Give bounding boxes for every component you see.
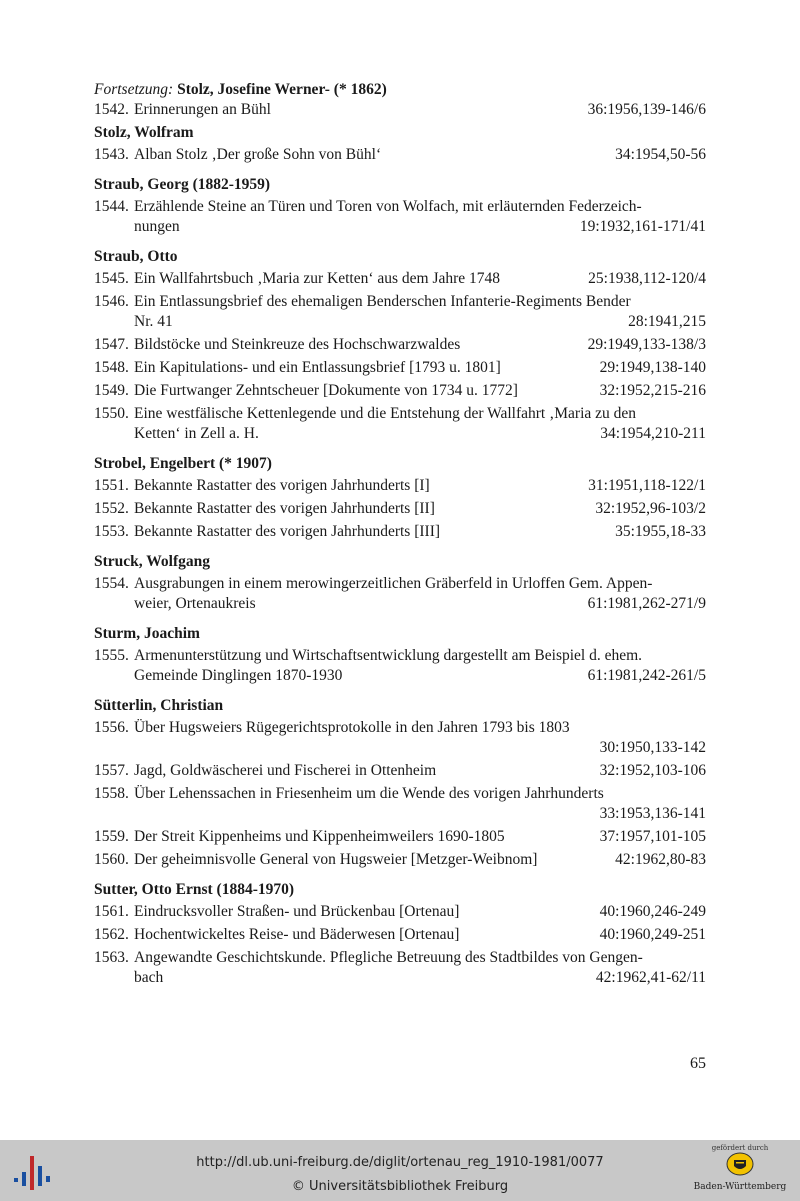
entry xyxy=(94,197,706,237)
entry-reference: 30:1950,133-142 xyxy=(599,739,706,756)
entry-number: 1554. xyxy=(94,575,129,592)
author-section xyxy=(94,454,706,542)
entry xyxy=(94,850,706,870)
entry xyxy=(94,100,706,120)
entry-line xyxy=(94,827,706,847)
entry-reference: 61:1981,262-271/9 xyxy=(587,595,706,612)
entry-title: Über Lehenssachen in Friesenheim um die Wende des vorigen Jahrhunderts xyxy=(134,785,604,802)
register-content xyxy=(94,80,706,991)
entry-number: 1558. xyxy=(94,785,129,802)
entry xyxy=(94,358,706,378)
entry-reference: 61:1981,242-261/5 xyxy=(587,667,706,684)
entry-title: Bekannte Rastatter des vorigen Jahrhunderts [I] xyxy=(134,477,430,494)
continuation-heading xyxy=(94,80,706,100)
entry xyxy=(94,784,706,824)
entry-title: Ein Wallfahrtsbuch ‚Maria zur Ketten‘ aus dem Jahre 1748 xyxy=(134,270,501,287)
entry-continuation-line xyxy=(94,594,706,614)
entry-title-continued xyxy=(134,804,600,824)
entry-line xyxy=(94,404,706,424)
entry-title: Alban Stolz ‚Der große Sohn von Bühl‘ xyxy=(134,146,382,163)
entry-number: 1556. xyxy=(94,719,129,736)
entry-line xyxy=(94,197,706,217)
entry-reference: 31:1951,118-122/1 xyxy=(588,477,706,494)
entry-title: Erinnerungen an Bühl xyxy=(134,101,271,118)
author-section xyxy=(94,624,706,686)
entry-title: Bekannte Rastatter des vorigen Jahrhunderts [II] xyxy=(134,500,435,517)
entry-title: Bildstöcke und Steinkreuze des Hochschwarzwaldes xyxy=(134,336,461,353)
entry-continuation-line xyxy=(94,424,706,444)
author-heading: Sutter, Otto Ernst (1884-1970) xyxy=(94,881,295,898)
entry xyxy=(94,145,706,165)
entry-reference: 42:1962,41-62/11 xyxy=(595,969,706,986)
entry xyxy=(94,269,706,289)
entry-line xyxy=(94,145,706,165)
entry-reference: 32:1952,96-103/2 xyxy=(595,500,706,517)
entry-number: 1549. xyxy=(94,382,129,399)
author-heading: Strobel, Engelbert (* 1907) xyxy=(94,455,272,472)
author-heading: Straub, Otto xyxy=(94,248,178,265)
entry-title-continued: weier, Ortenaukreis xyxy=(134,595,256,612)
entry-number: 1559. xyxy=(94,828,129,845)
entry xyxy=(94,476,706,496)
entry-line xyxy=(94,381,706,401)
entry xyxy=(94,925,706,945)
entry-number: 1563. xyxy=(94,949,129,966)
entry-title: Ausgrabungen in einem merowingerzeitlichen Gräberfeld in Urloffen Gem. Appen- xyxy=(134,575,653,592)
entry-number: 1557. xyxy=(94,762,129,779)
entry-line xyxy=(94,269,706,289)
entry xyxy=(94,381,706,401)
entry xyxy=(94,404,706,444)
entry-number: 1546. xyxy=(94,293,129,310)
entry-reference: 32:1952,103-106 xyxy=(599,762,706,779)
entry-line xyxy=(94,476,706,496)
entry xyxy=(94,335,706,355)
entry-line xyxy=(94,850,706,870)
baden-wuerttemberg-logo xyxy=(690,1144,790,1199)
sponsor-caption: gefördert durch xyxy=(711,1144,769,1152)
author-section xyxy=(94,175,706,237)
entry-line xyxy=(94,902,706,922)
entry xyxy=(94,902,706,922)
entry-number: 1548. xyxy=(94,359,129,376)
entry-title: Der geheimnisvolle General von Hugsweier [Metzger-Weibnom] xyxy=(134,851,538,868)
entry-reference: 40:1960,249-251 xyxy=(599,926,706,943)
entry-line xyxy=(94,646,706,666)
entry-number: 1555. xyxy=(94,647,129,664)
entry-title-continued: Gemeinde Dinglingen 1870-1930 xyxy=(134,667,343,684)
entry-title: Der Streit Kippenheims und Kippenheimweilers 1690-1805 xyxy=(134,828,505,845)
entry-number: 1542. xyxy=(94,101,129,118)
entry-title: Über Hugsweiers Rügegerichtsprotokolle in den Jahren 1793 bis 1803 xyxy=(134,719,570,736)
entry-title: Erzählende Steine an Türen und Toren von Wolfach, mit erläuternden Federzeich- xyxy=(134,198,642,215)
entry-line xyxy=(94,100,706,120)
entry-title: Hochentwickeltes Reise- und Bäderwesen [Ortenau] xyxy=(134,926,460,943)
entry-number: 1553. xyxy=(94,523,129,540)
entry-number: 1552. xyxy=(94,500,129,517)
entry-line xyxy=(94,499,706,519)
entry xyxy=(94,761,706,781)
entry-reference: 29:1949,133-138/3 xyxy=(587,336,706,353)
entry-reference: 29:1949,138-140 xyxy=(599,359,706,376)
entry-line xyxy=(94,948,706,968)
entry-line xyxy=(94,761,706,781)
continuation-prefix: Fortsetzung: xyxy=(94,81,174,98)
entry-continuation-line xyxy=(94,217,706,237)
entry-line xyxy=(94,335,706,355)
entry-reference: 28:1941,215 xyxy=(628,313,706,330)
footer-bar xyxy=(0,1140,800,1201)
entry xyxy=(94,948,706,988)
entry-title: Armenunterstützung und Wirtschaftsentwicklung dargestellt am Beispiel d. ehem. xyxy=(134,647,643,664)
entry xyxy=(94,718,706,758)
entry-title: Eindrucksvoller Straßen- und Brückenbau [Ortenau] xyxy=(134,903,460,920)
entry-reference: 33:1953,136-141 xyxy=(599,805,706,822)
entry-continuation-line xyxy=(94,312,706,332)
entry-title-continued: nungen xyxy=(134,218,180,235)
continuation-entries xyxy=(94,100,706,120)
author-section xyxy=(94,552,706,614)
author-heading: Sturm, Joachim xyxy=(94,625,200,642)
footer-url-link[interactable]: http://dl.ub.uni-freiburg.de/diglit/ortenau_reg_1910-1981/0077 xyxy=(196,1155,604,1170)
entry-title: Bekannte Rastatter des vorigen Jahrhunderts [III] xyxy=(134,523,441,540)
author-section xyxy=(94,696,706,870)
entry-reference: 34:1954,210-211 xyxy=(600,425,706,442)
entry-reference: 25:1938,112-120/4 xyxy=(588,270,706,287)
entry-line xyxy=(94,292,706,312)
entry-title-continued: bach xyxy=(134,969,164,986)
entry-number: 1547. xyxy=(94,336,129,353)
entry-title: Jagd, Goldwäscherei und Fischerei in Ottenheim xyxy=(134,762,437,779)
entry-continuation-line xyxy=(94,804,706,824)
entry xyxy=(94,827,706,847)
entry-line xyxy=(94,925,706,945)
entry-title: Ein Kapitulations- und ein Entlassungsbrief [1793 u. 1801] xyxy=(134,359,501,376)
entry-title-continued: Nr. 41 xyxy=(134,313,173,330)
continuation-author: Stolz, Josefine Werner- (* 1862) xyxy=(177,81,387,98)
entry-title-continued xyxy=(134,738,600,758)
entry-reference: 35:1955,18-33 xyxy=(615,523,706,540)
entry-reference: 37:1957,101-105 xyxy=(599,828,706,845)
entry xyxy=(94,522,706,542)
entry-continuation-line xyxy=(94,968,706,988)
entry xyxy=(94,646,706,686)
entry-reference: 34:1954,50-56 xyxy=(615,146,706,163)
entry-reference: 19:1932,161-171/41 xyxy=(579,218,706,235)
entry-number: 1550. xyxy=(94,405,129,422)
entry-number: 1561. xyxy=(94,903,129,920)
entry xyxy=(94,499,706,519)
footer-copyright: © Universitätsbibliothek Freiburg xyxy=(291,1179,509,1194)
entry-continuation-line xyxy=(94,666,706,686)
entry-number: 1543. xyxy=(94,146,129,163)
author-heading: Sütterlin, Christian xyxy=(94,697,224,714)
entry-number: 1544. xyxy=(94,198,129,215)
author-section xyxy=(94,123,706,165)
entry-reference: 36:1956,139-146/6 xyxy=(587,101,706,118)
entry-reference: 42:1962,80-83 xyxy=(615,851,706,868)
entry-reference: 40:1960,246-249 xyxy=(599,903,706,920)
entry-continuation-line xyxy=(94,738,706,758)
entry-title: Angewandte Geschichtskunde. Pflegliche Betreuung des Stadtbildes von Gengen- xyxy=(134,949,643,966)
author-sections xyxy=(94,123,706,988)
entry-line xyxy=(94,358,706,378)
author-section xyxy=(94,247,706,444)
author-heading: Struck, Wolfgang xyxy=(94,553,210,570)
page-number: 65 xyxy=(690,1055,706,1072)
entry-number: 1560. xyxy=(94,851,129,868)
entry-title: Eine westfälische Kettenlegende und die Entstehung der Wallfahrt ‚Maria zu den xyxy=(134,405,637,422)
entry-line xyxy=(94,522,706,542)
entry-line xyxy=(94,718,706,738)
entry xyxy=(94,574,706,614)
entry-number: 1545. xyxy=(94,270,129,287)
entry-line xyxy=(94,574,706,594)
author-heading: Straub, Georg (1882-1959) xyxy=(94,176,271,193)
entry-title: Die Furtwanger Zehntscheuer [Dokumente von 1734 u. 1772] xyxy=(134,382,518,399)
entry-number: 1562. xyxy=(94,926,129,943)
entry xyxy=(94,292,706,332)
author-heading: Stolz, Wolfram xyxy=(94,124,194,141)
entry-reference: 32:1952,215-216 xyxy=(599,382,706,399)
sponsor-name: Baden-Württemberg xyxy=(693,1182,787,1192)
entry-title: Ein Entlassungsbrief des ehemaligen Benderschen Infanterie-Regiments Bender xyxy=(134,293,631,310)
author-section xyxy=(94,880,706,988)
entry-line xyxy=(94,784,706,804)
crest-icon xyxy=(726,1152,754,1176)
entry-number: 1551. xyxy=(94,477,129,494)
entry-title-continued: Ketten‘ in Zell a. H. xyxy=(134,425,259,442)
